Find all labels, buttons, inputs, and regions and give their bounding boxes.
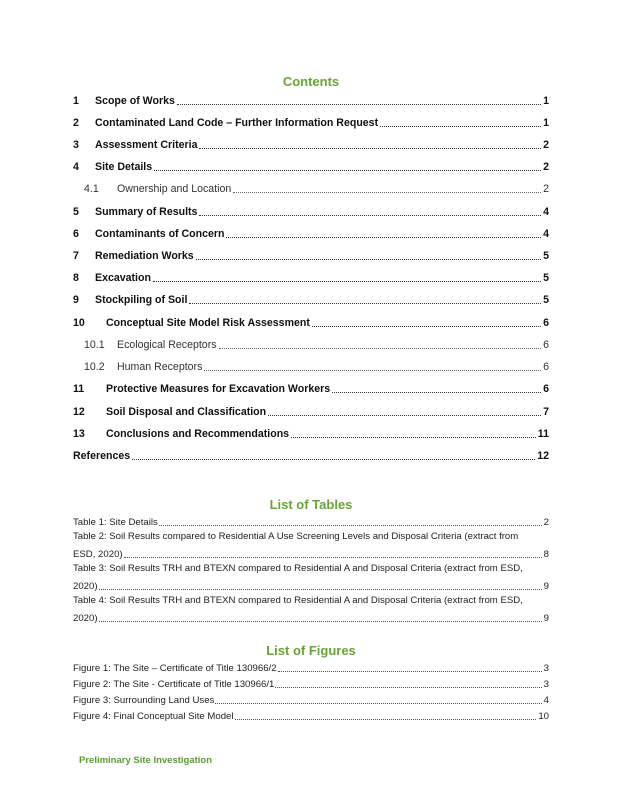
toc-entry-7[interactable] [73, 247, 549, 263]
table-entry-page: 9 [543, 613, 549, 624]
toc-number: 2 [73, 117, 79, 129]
toc-page: 6 [543, 383, 549, 395]
toc-number: 1 [73, 95, 79, 107]
dot-leader [177, 104, 541, 105]
figure-entry-label: Figure 3: Surrounding Land Uses [73, 695, 215, 706]
toc-page: 2 [543, 139, 549, 151]
toc-number: 11 [73, 383, 85, 395]
figure-entry-label: Figure 4: Final Conceptual Site Model [73, 711, 234, 722]
toc-label: Contaminated Land Code – Further Information Request [95, 117, 379, 129]
toc-page: 1 [543, 95, 549, 107]
table-entry-1[interactable] [73, 515, 549, 529]
figure-entry-label: Figure 1: The Site – Certificate of Title 130966/2 [73, 663, 277, 674]
toc-label: Scope of Works [95, 95, 175, 107]
toc-number: 3 [73, 139, 79, 151]
dot-leader [196, 259, 541, 260]
dot-leader [204, 370, 541, 371]
toc-entry-1[interactable] [73, 92, 549, 108]
figure-entry-page: 4 [543, 695, 549, 706]
toc-label: Conceptual Site Model Risk Assessment [106, 317, 310, 329]
table-entry-2-line2[interactable] [73, 547, 549, 561]
figure-entry-page: 3 [543, 679, 549, 690]
toc-entry-6[interactable] [73, 225, 549, 241]
toc-label: Protective Measures for Excavation Workers [106, 383, 331, 395]
dot-leader [159, 525, 542, 526]
toc-label: Excavation [95, 272, 151, 284]
toc-entry-10-1[interactable] [73, 336, 549, 352]
table-entry-label: Table 1: Site Details [73, 517, 158, 528]
dot-leader [380, 126, 541, 127]
toc-label: Human Receptors [117, 361, 203, 373]
dot-leader [215, 703, 541, 704]
toc-entry-4[interactable] [73, 158, 549, 174]
toc-number: 9 [73, 294, 79, 306]
toc-label: Site Details [95, 161, 153, 173]
table-entry-4-line2[interactable] [73, 611, 549, 625]
dot-leader [278, 671, 542, 672]
toc-entry-12[interactable] [73, 403, 549, 419]
toc-page: 5 [543, 250, 549, 262]
table-entry-page: 2 [543, 517, 549, 528]
toc-entry-2[interactable] [73, 114, 549, 130]
dot-leader [268, 415, 541, 416]
table-entry-label: ESD, 2020) [73, 549, 123, 560]
dot-leader [291, 437, 536, 438]
toc-entry-3[interactable] [73, 136, 549, 152]
dot-leader [124, 557, 542, 558]
toc-number: 6 [73, 228, 79, 240]
toc-page: 1 [543, 117, 549, 129]
toc-entry-10[interactable] [73, 314, 549, 330]
toc-entry-references[interactable] [73, 447, 549, 463]
toc-entry-9[interactable] [73, 291, 549, 307]
dot-leader [332, 392, 541, 393]
dot-leader [235, 719, 537, 720]
toc-number: 4 [73, 161, 79, 173]
toc-page: 2 [543, 161, 549, 173]
figure-entry-2[interactable] [73, 677, 549, 691]
toc-label: Conclusions and Recommendations [106, 428, 290, 440]
toc-label: References [73, 450, 131, 462]
dot-leader [153, 281, 541, 282]
figure-entry-4[interactable] [73, 709, 549, 723]
toc-number: 4.1 [84, 183, 99, 195]
dot-leader [132, 459, 535, 460]
table-entry-page: 8 [543, 549, 549, 560]
toc-number: 13 [73, 428, 85, 440]
toc-page: 7 [543, 406, 549, 418]
toc-label: Summary of Results [95, 206, 198, 218]
toc-label: Ownership and Location [117, 183, 232, 195]
figure-entry-3[interactable] [73, 693, 549, 707]
dot-leader [154, 170, 541, 171]
toc-entry-4-1[interactable] [73, 180, 549, 196]
toc-page: 5 [543, 272, 549, 284]
toc-page: 5 [543, 294, 549, 306]
figure-entry-label: Figure 2: The Site - Certificate of Title 130966/1 [73, 679, 275, 690]
table-entry-3-line2[interactable] [73, 579, 549, 593]
toc-number: 10.2 [84, 361, 105, 373]
contents-title: Contents [282, 74, 340, 89]
toc-label: Assessment Criteria [95, 139, 198, 151]
toc-entry-5[interactable] [73, 203, 549, 219]
table-entry-3-line1[interactable]: Table 3: Soil Results TRH and BTEXN compared to Residential A and Disposal Criteria (extract from ESD, [73, 563, 523, 574]
dot-leader [99, 589, 542, 590]
dot-leader [189, 303, 541, 304]
dot-leader [226, 237, 541, 238]
dot-leader [312, 326, 541, 327]
figure-entry-page: 3 [543, 663, 549, 674]
toc-label: Stockpiling of Soil [95, 294, 188, 306]
toc-page: 4 [543, 206, 549, 218]
toc-entry-10-2[interactable] [73, 358, 549, 374]
toc-number: 7 [73, 250, 79, 262]
toc-number: 10 [73, 317, 85, 329]
toc-page: 4 [543, 228, 549, 240]
toc-page: 11 [537, 428, 549, 440]
toc-page: 12 [537, 450, 549, 462]
toc-number: 10.1 [84, 339, 105, 351]
page-footer: Preliminary Site Investigation [79, 755, 213, 766]
table-entry-4-line1[interactable]: Table 4: Soil Results TRH and BTEXN compared to Residential A and Disposal Criteria (extract from ESD, [73, 595, 523, 606]
dot-leader [275, 687, 541, 688]
figure-entry-page: 10 [538, 711, 549, 722]
dot-leader [219, 348, 542, 349]
toc-entry-11[interactable] [73, 380, 549, 396]
toc-label: Contaminants of Concern [95, 228, 225, 240]
dot-leader [233, 192, 541, 193]
toc-label: Ecological Receptors [117, 339, 217, 351]
toc-label: Soil Disposal and Classification [106, 406, 267, 418]
dot-leader [99, 621, 542, 622]
toc-entry-8[interactable] [73, 269, 549, 285]
table-entry-page: 9 [543, 581, 549, 592]
toc-entry-13[interactable] [73, 425, 549, 441]
list-of-figures-title: List of Figures [266, 643, 356, 658]
toc-page: 6 [543, 339, 549, 351]
toc-number: 8 [73, 272, 79, 284]
toc-page: 6 [543, 317, 549, 329]
toc-label: Remediation Works [95, 250, 194, 262]
figure-entry-1[interactable] [73, 661, 549, 675]
dot-leader [199, 215, 541, 216]
dot-leader [199, 148, 541, 149]
toc-number: 12 [73, 406, 85, 418]
list-of-tables-title: List of Tables [269, 497, 353, 512]
table-entry-label: 2020) [73, 581, 98, 592]
toc-page: 2 [543, 183, 549, 195]
toc-page: 6 [543, 361, 549, 373]
toc-number: 5 [73, 206, 79, 218]
table-entry-2-line1[interactable]: Table 2: Soil Results compared to Residential A Use Screening Levels and Disposal Criteria (extract from [73, 531, 519, 542]
table-entry-label: 2020) [73, 613, 98, 624]
